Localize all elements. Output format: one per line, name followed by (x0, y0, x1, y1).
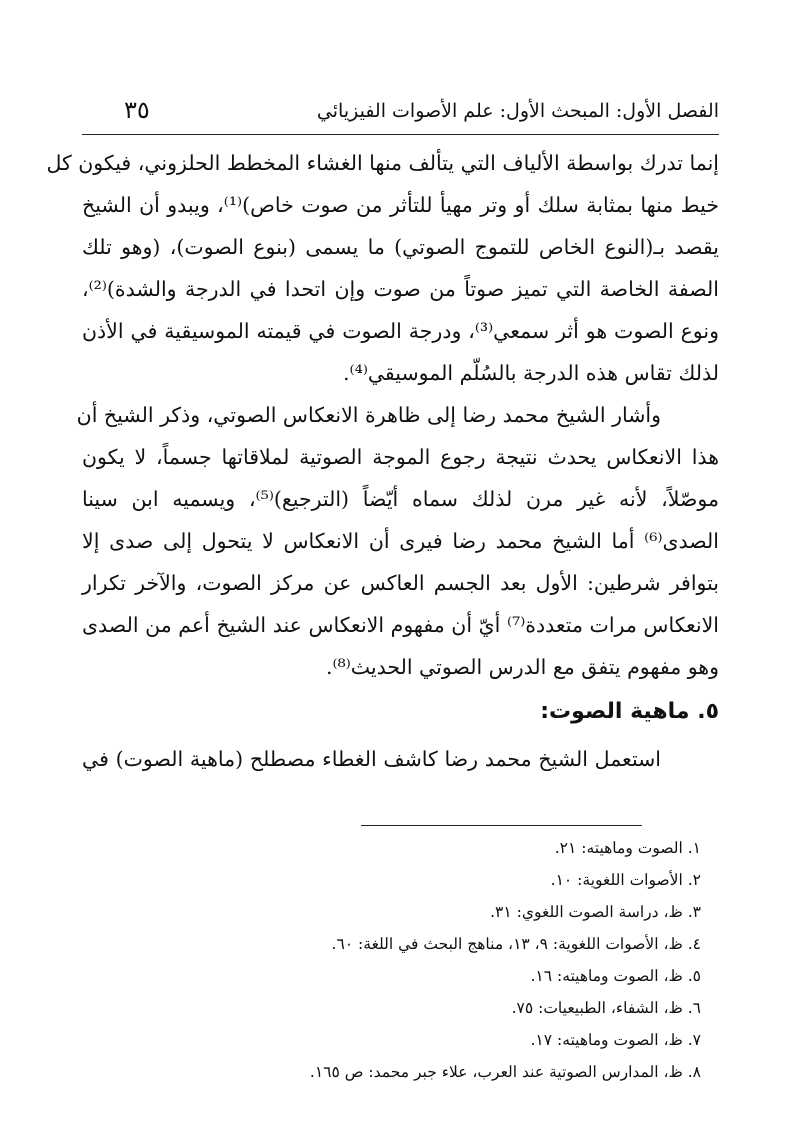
text-line: بتوافر شرطين: الأول بعد الجسم العاكس عن مركز الصوت، والآخر تكرار (82, 571, 719, 595)
running-title: الفصل الأول: المبحث الأول: علم الأصوات الفيزيائي (316, 100, 719, 122)
section-heading: ٥. ماهية الصوت: (540, 699, 719, 724)
text-line: وهو مفهوم يتفق مع الدرس الصوتي الحديث⁽⁸⁾. (325, 655, 719, 679)
header-rule (82, 134, 719, 135)
text-line: الصفة الخاصة التي تميز صوتاً من صوت وإن اتحدا في الدرجة والشدة)⁽²⁾، (82, 277, 719, 301)
text-line: ونوع الصوت هو أثر سمعي⁽³⁾، ودرجة الصوت في قيمته الموسيقية في الأذن (82, 319, 719, 343)
body-text (46, 142, 719, 780)
footnote-separator (361, 825, 642, 826)
text-line: الانعكاس مرات متعددة⁽⁷⁾ أيّ أن مفهوم الانعكاس عند الشيخ أعم من الصدى (82, 613, 719, 637)
text-line: هذا الانعكاس يحدث نتيجة رجوع الموجة الصوتية لملاقاتها جسماً، لا يكون (82, 445, 719, 469)
footnote: ٢. الأصوات اللغوية: ١٠. (550, 871, 701, 889)
text-line: وأشار الشيخ محمد رضا إلى ظاهرة الانعكاس الصوتي، وذكر الشيخ أن (76, 403, 661, 427)
text-line: لذلك تقاس هذه الدرجة بالسُلّم الموسيقي⁽⁴⁾. (343, 361, 719, 385)
footnote: ٦. ظ، الشفاء، الطبيعيات: ٧٥. (511, 999, 701, 1017)
footnote: ٧. ظ، الصوت وماهيته: ١٧. (530, 1031, 701, 1049)
footnote: ٣. ظ، دراسة الصوت اللغوي: ٣١. (490, 903, 701, 921)
text-line: الصدى⁽⁶⁾ أما الشيخ محمد رضا فيرى أن الانعكاس لا يتحول إلى صدى إلا (82, 529, 719, 553)
text-line: خيط منها بمثابة سلك أو وتر مهيأ للتأثر من صوت خاص)⁽¹⁾، ويبدو أن الشيخ (82, 193, 719, 217)
footnote: ٥. ظ، الصوت وماهيته: ١٦. (530, 967, 701, 985)
text-line: موصّلاً، لأنه غير مرن لذلك سماه أيّضاً (الترجيع)⁽⁵⁾، ويسميه ابن سينا (82, 487, 719, 511)
page-number: ٣٥ (124, 96, 150, 124)
footnotes (80, 832, 701, 1088)
text-line: يقصد بـ(النوع الخاص للتموج الصوتي) ما يسمى (بنوع الصوت)، (وهو تلك (82, 235, 719, 259)
footnote: ٨. ظ، المدارس الصوتية عند العرب، علاء جبر محمد: ص ١٦٥. (309, 1063, 701, 1081)
footnote: ٤. ظ، الأصوات اللغوية: ٩، ١٣، مناهج البحث في اللغة: ٦٠. (331, 935, 701, 953)
page-header (82, 94, 719, 130)
footnote: ١. الصوت وماهيته: ٢١. (554, 839, 701, 857)
text-line: إنما تدرك بواسطة الألياف التي يتألف منها الغشاء المخطط الحلزوني، فيكون كل (46, 151, 719, 175)
text-line: استعمل الشيخ محمد رضا كاشف الغطاء مصطلح (ماهية الصوت) في (82, 747, 661, 771)
